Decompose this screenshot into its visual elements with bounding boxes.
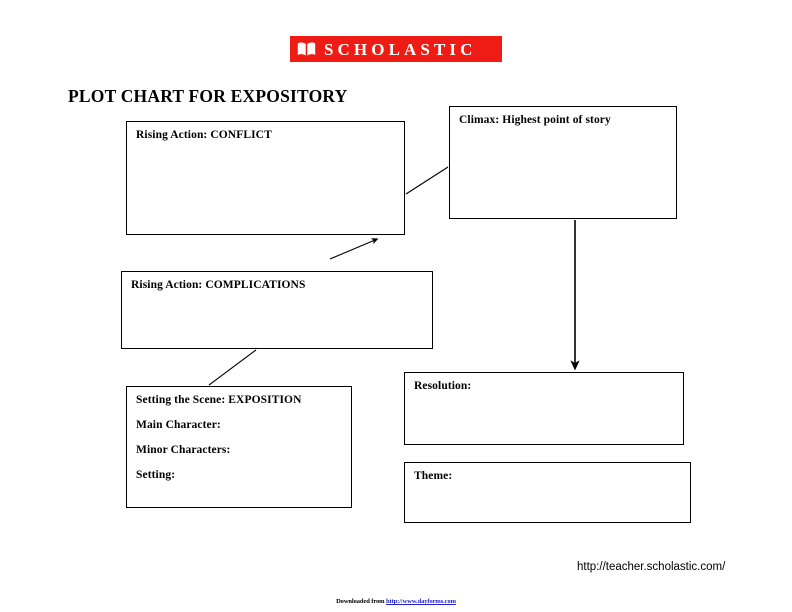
box-heading-climax: Climax: Highest point of story	[459, 114, 611, 126]
box-heading-exposition: Setting the Scene: EXPOSITION	[136, 394, 302, 406]
download-credit	[0, 598, 792, 605]
download-credit-link[interactable]: http://www.dayforms.com	[386, 598, 456, 605]
scholastic-wordmark: SCHOLASTIC	[324, 39, 477, 59]
field-label-main-character: Main Character:	[136, 419, 221, 431]
box-heading-resolution: Resolution:	[414, 380, 472, 392]
box-rising-action-complications[interactable]	[121, 271, 433, 349]
field-label-setting: Setting:	[136, 469, 176, 481]
box-climax[interactable]	[449, 106, 677, 219]
box-resolution[interactable]	[404, 372, 684, 445]
box-setting-the-scene-exposition[interactable]	[126, 386, 352, 508]
field-label-minor-characters: Minor Characters:	[136, 444, 231, 456]
box-rising-action-conflict[interactable]	[126, 121, 405, 235]
box-heading-conflict: Rising Action: CONFLICT	[136, 129, 272, 141]
page-title: PLOT CHART FOR EXPOSITORY	[68, 86, 348, 106]
box-heading-complications: Rising Action: COMPLICATIONS	[131, 279, 306, 291]
open-book-icon	[297, 42, 316, 57]
box-theme[interactable]	[404, 462, 691, 523]
box-heading-theme: Theme:	[414, 470, 453, 482]
scholastic-site-url: http://teacher.scholastic.com/	[577, 561, 726, 573]
download-credit-prefix: Downloaded from	[336, 598, 386, 605]
scholastic-logo-banner	[290, 36, 502, 62]
